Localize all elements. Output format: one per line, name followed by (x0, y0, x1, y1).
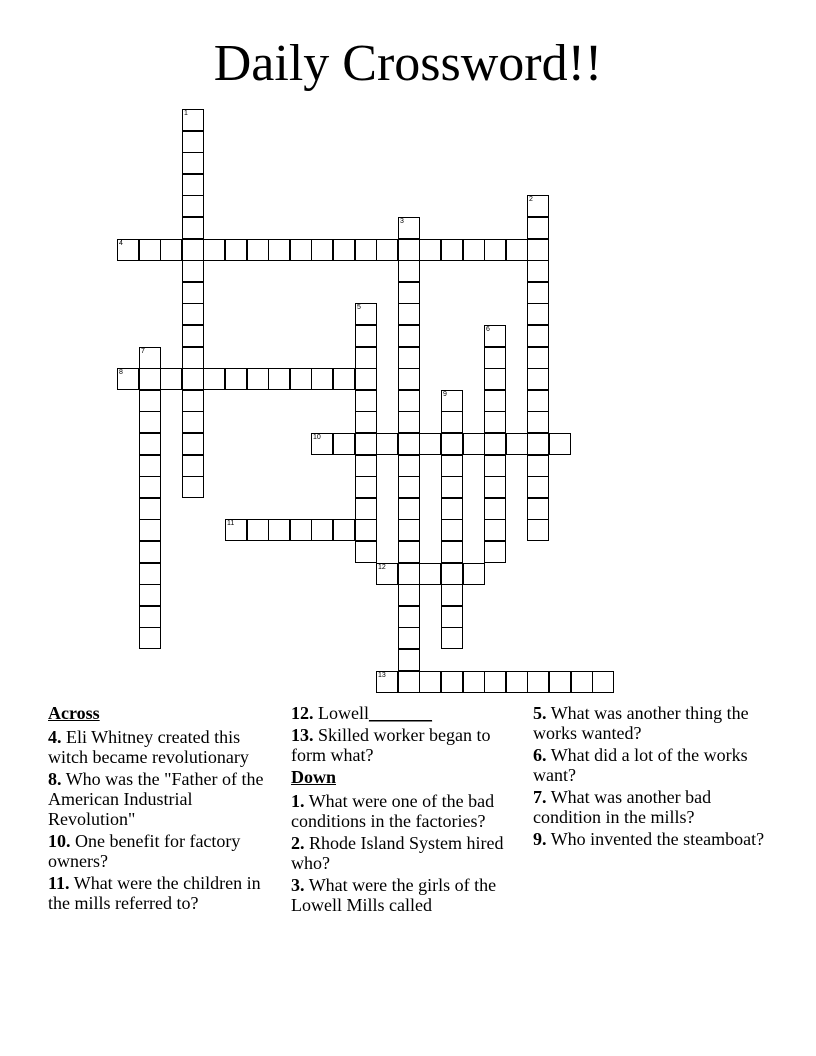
down-clue (533, 829, 768, 849)
grid-cell[interactable] (506, 433, 528, 455)
grid-cell[interactable] (441, 584, 463, 606)
grid-cell[interactable] (139, 519, 161, 541)
grid-cell[interactable] (484, 411, 506, 433)
clue-number: 10. (48, 831, 71, 851)
grid-cell[interactable] (441, 606, 463, 628)
grid-cell[interactable] (203, 368, 225, 390)
grid-cell[interactable] (398, 584, 420, 606)
grid-cell[interactable] (355, 325, 377, 347)
grid-cell[interactable] (268, 519, 290, 541)
grid-cell[interactable] (139, 411, 161, 433)
down-clue (291, 791, 516, 831)
grid-cell[interactable] (463, 563, 485, 585)
grid-cell[interactable] (527, 519, 549, 541)
grid-cell[interactable] (182, 411, 204, 433)
grid-cell[interactable] (441, 671, 463, 693)
across-clue (48, 727, 276, 767)
grid-cell[interactable] (139, 541, 161, 563)
grid-cell[interactable] (484, 519, 506, 541)
grid-cell[interactable] (225, 239, 247, 261)
grid-cell[interactable] (182, 390, 204, 412)
clue-text: Skilled worker began to form what? (291, 725, 491, 765)
grid-cell[interactable] (398, 368, 420, 390)
clue-number: 8. (48, 769, 62, 789)
grid-cell[interactable] (527, 217, 549, 239)
grid-cell[interactable] (398, 671, 420, 693)
grid-cell[interactable] (484, 433, 506, 455)
grid-cell[interactable] (484, 347, 506, 369)
clue-start-number: 6 (486, 326, 490, 333)
grid-cell[interactable] (225, 519, 247, 541)
clue-number: 13. (291, 725, 314, 745)
clue-start-number: 13 (378, 672, 386, 679)
grid-cell[interactable] (527, 433, 549, 455)
grid-cell[interactable] (441, 239, 463, 261)
clue-start-number: 5 (357, 304, 361, 311)
grid-cell[interactable] (398, 476, 420, 498)
grid-cell[interactable] (355, 303, 377, 325)
grid-cell[interactable] (247, 519, 269, 541)
clue-start-number: 3 (400, 218, 404, 225)
grid-cell[interactable] (182, 325, 204, 347)
clue-number: 3. (291, 875, 305, 895)
grid-cell[interactable] (463, 239, 485, 261)
grid-cell[interactable] (311, 368, 333, 390)
grid-cell[interactable] (441, 519, 463, 541)
grid-cell[interactable] (355, 411, 377, 433)
clue-number: 7. (533, 787, 547, 807)
grid-cell[interactable] (355, 390, 377, 412)
grid-cell[interactable] (398, 303, 420, 325)
grid-cell[interactable] (139, 563, 161, 585)
clue-text: What was another thing the works wanted? (533, 703, 749, 743)
grid-cell[interactable] (182, 282, 204, 304)
clue-column-1 (48, 703, 276, 915)
grid-cell[interactable] (160, 239, 182, 261)
grid-cell[interactable] (290, 239, 312, 261)
grid-cell[interactable] (549, 433, 571, 455)
grid-cell[interactable] (527, 411, 549, 433)
grid-cell[interactable] (311, 239, 333, 261)
grid-cell[interactable] (592, 671, 614, 693)
grid-cell[interactable] (139, 368, 161, 390)
grid-cell[interactable] (527, 476, 549, 498)
grid-cell[interactable] (247, 239, 269, 261)
grid-cell[interactable] (484, 368, 506, 390)
grid-cell[interactable] (139, 584, 161, 606)
grid-cell[interactable] (203, 239, 225, 261)
clue-text: Lowell (318, 703, 369, 723)
clue-start-number: 7 (141, 348, 145, 355)
grid-cell[interactable] (117, 239, 139, 261)
grid-cell[interactable] (139, 476, 161, 498)
grid-cell[interactable] (398, 411, 420, 433)
grid-cell[interactable] (506, 239, 528, 261)
grid-cell[interactable] (247, 368, 269, 390)
grid-cell[interactable] (182, 152, 204, 174)
grid-cell[interactable] (355, 368, 377, 390)
grid-cell[interactable] (527, 671, 549, 693)
grid-cell[interactable] (527, 347, 549, 369)
clue-start-number: 4 (119, 240, 123, 247)
grid-cell[interactable] (355, 347, 377, 369)
grid-cell[interactable] (355, 433, 377, 455)
grid-cell[interactable] (182, 131, 204, 153)
grid-cell[interactable] (225, 368, 247, 390)
clue-start-number: 10 (313, 434, 321, 441)
grid-cell[interactable] (182, 347, 204, 369)
grid-cell[interactable] (441, 541, 463, 563)
grid-cell[interactable] (311, 519, 333, 541)
grid-cell[interactable] (290, 368, 312, 390)
clue-text: Who invented the steamboat? (550, 829, 765, 849)
grid-cell[interactable] (463, 433, 485, 455)
grid-cell[interactable] (527, 455, 549, 477)
clue-text: Rhode Island System hired who? (291, 833, 504, 873)
grid-cell[interactable] (398, 649, 420, 671)
grid-cell[interactable] (527, 325, 549, 347)
grid-cell[interactable] (182, 174, 204, 196)
clue-start-number: 11 (227, 520, 235, 527)
grid-cell[interactable] (398, 563, 420, 585)
grid-cell[interactable] (333, 433, 355, 455)
grid-cell[interactable] (333, 239, 355, 261)
grid-cell[interactable] (527, 239, 549, 261)
grid-cell[interactable] (182, 109, 204, 131)
grid-cell[interactable] (376, 563, 398, 585)
grid-cell[interactable] (376, 671, 398, 693)
grid-cell[interactable] (355, 498, 377, 520)
grid-cell[interactable] (398, 347, 420, 369)
grid-cell[interactable] (139, 627, 161, 649)
answer-blank: _______ (369, 703, 432, 723)
clue-text: One benefit for factory owners? (48, 831, 241, 871)
grid-cell[interactable] (484, 541, 506, 563)
grid-cell[interactable] (182, 260, 204, 282)
grid-cell[interactable] (268, 368, 290, 390)
page-title: Daily Crossword!! (213, 35, 603, 92)
clue-number: 4. (48, 727, 62, 747)
grid-cell[interactable] (139, 455, 161, 477)
clue-column-2 (291, 703, 516, 917)
clue-column-3 (533, 703, 768, 851)
grid-cell[interactable] (139, 347, 161, 369)
clue-start-number: 2 (529, 196, 533, 203)
grid-cell[interactable] (398, 433, 420, 455)
grid-cell[interactable] (139, 433, 161, 455)
grid-cell[interactable] (419, 671, 441, 693)
grid-cell[interactable] (484, 476, 506, 498)
grid-cell[interactable] (398, 519, 420, 541)
grid-cell[interactable] (398, 455, 420, 477)
grid-cell[interactable] (117, 368, 139, 390)
grid-cell[interactable] (182, 455, 204, 477)
clue-start-number: 9 (443, 391, 447, 398)
grid-cell[interactable] (290, 519, 312, 541)
grid-cell[interactable] (139, 498, 161, 520)
down-clue (533, 703, 768, 743)
down-clue (533, 745, 768, 785)
grid-cell[interactable] (484, 390, 506, 412)
grid-cell[interactable] (139, 606, 161, 628)
grid-cell[interactable] (398, 498, 420, 520)
across-heading: Across (48, 703, 100, 723)
grid-cell[interactable] (398, 390, 420, 412)
grid-cell[interactable] (182, 368, 204, 390)
grid-cell[interactable] (484, 455, 506, 477)
down-clue (291, 875, 516, 915)
grid-cell[interactable] (398, 260, 420, 282)
down-clue (291, 833, 516, 873)
clue-start-number: 8 (119, 369, 123, 376)
clue-number: 2. (291, 833, 305, 853)
grid-cell[interactable] (441, 433, 463, 455)
grid-cell[interactable] (355, 541, 377, 563)
grid-cell[interactable] (398, 239, 420, 261)
grid-cell[interactable] (311, 433, 333, 455)
grid-cell[interactable] (398, 325, 420, 347)
clue-text: What did a lot of the works want? (533, 745, 748, 785)
clue-text: What were one of the bad conditions in the factories? (291, 791, 495, 831)
grid-cell[interactable] (571, 671, 593, 693)
grid-cell[interactable] (527, 260, 549, 282)
grid-cell[interactable] (398, 541, 420, 563)
clue-number: 1. (291, 791, 305, 811)
clue-start-number: 12 (378, 564, 386, 571)
down-clue (533, 787, 768, 827)
grid-cell[interactable] (527, 282, 549, 304)
grid-cell[interactable] (527, 368, 549, 390)
across-clue (291, 703, 516, 723)
grid-cell[interactable] (527, 498, 549, 520)
clue-number: 9. (533, 829, 547, 849)
grid-cell[interactable] (441, 476, 463, 498)
grid-cell[interactable] (376, 433, 398, 455)
grid-cell[interactable] (182, 303, 204, 325)
clue-text: Eli Whitney created this witch became revolutionary (48, 727, 249, 767)
grid-cell[interactable] (182, 217, 204, 239)
clue-number: 12. (291, 703, 314, 723)
grid-cell[interactable] (182, 476, 204, 498)
grid-cell[interactable] (333, 519, 355, 541)
grid-cell[interactable] (441, 455, 463, 477)
grid-cell[interactable] (419, 563, 441, 585)
grid-cell[interactable] (441, 390, 463, 412)
clue-text: Who was the "Father of the American Industrial Revolution" (48, 769, 264, 829)
grid-cell[interactable] (549, 671, 571, 693)
clue-text: What was another bad condition in the mills? (533, 787, 712, 827)
grid-cell[interactable] (441, 627, 463, 649)
across-clue (48, 873, 276, 913)
grid-cell[interactable] (484, 671, 506, 693)
grid-cell[interactable] (160, 368, 182, 390)
grid-cell[interactable] (376, 239, 398, 261)
grid-cell[interactable] (268, 239, 290, 261)
grid-cell[interactable] (398, 627, 420, 649)
grid-cell[interactable] (484, 498, 506, 520)
grid-cell[interactable] (441, 498, 463, 520)
grid-cell[interactable] (139, 390, 161, 412)
clue-start-number: 1 (184, 110, 188, 117)
grid-cell[interactable] (398, 282, 420, 304)
down-heading: Down (291, 767, 337, 787)
across-clue (291, 725, 516, 765)
grid-cell[interactable] (355, 239, 377, 261)
grid-cell[interactable] (484, 325, 506, 347)
grid-cell[interactable] (398, 217, 420, 239)
clue-text: What were the children in the mills referred to? (48, 873, 261, 913)
clue-number: 11. (48, 873, 70, 893)
grid-cell[interactable] (355, 519, 377, 541)
grid-cell[interactable] (441, 411, 463, 433)
grid-cell[interactable] (333, 368, 355, 390)
clue-number: 5. (533, 703, 547, 723)
grid-cell[interactable] (527, 303, 549, 325)
grid-cell[interactable] (419, 433, 441, 455)
across-clue (48, 831, 276, 871)
grid-cell[interactable] (182, 433, 204, 455)
grid-cell[interactable] (355, 476, 377, 498)
clue-number: 6. (533, 745, 547, 765)
grid-cell[interactable] (182, 239, 204, 261)
grid-cell[interactable] (527, 390, 549, 412)
grid-cell[interactable] (398, 606, 420, 628)
across-clue (48, 769, 276, 829)
grid-cell[interactable] (484, 239, 506, 261)
grid-cell[interactable] (441, 563, 463, 585)
grid-cell[interactable] (182, 195, 204, 217)
grid-cell[interactable] (139, 239, 161, 261)
grid-cell[interactable] (419, 239, 441, 261)
grid-cell[interactable] (355, 455, 377, 477)
grid-cell[interactable] (527, 195, 549, 217)
grid-cell[interactable] (463, 671, 485, 693)
grid-cell[interactable] (506, 671, 528, 693)
clue-text: What were the girls of the Lowell Mills called (291, 875, 497, 915)
